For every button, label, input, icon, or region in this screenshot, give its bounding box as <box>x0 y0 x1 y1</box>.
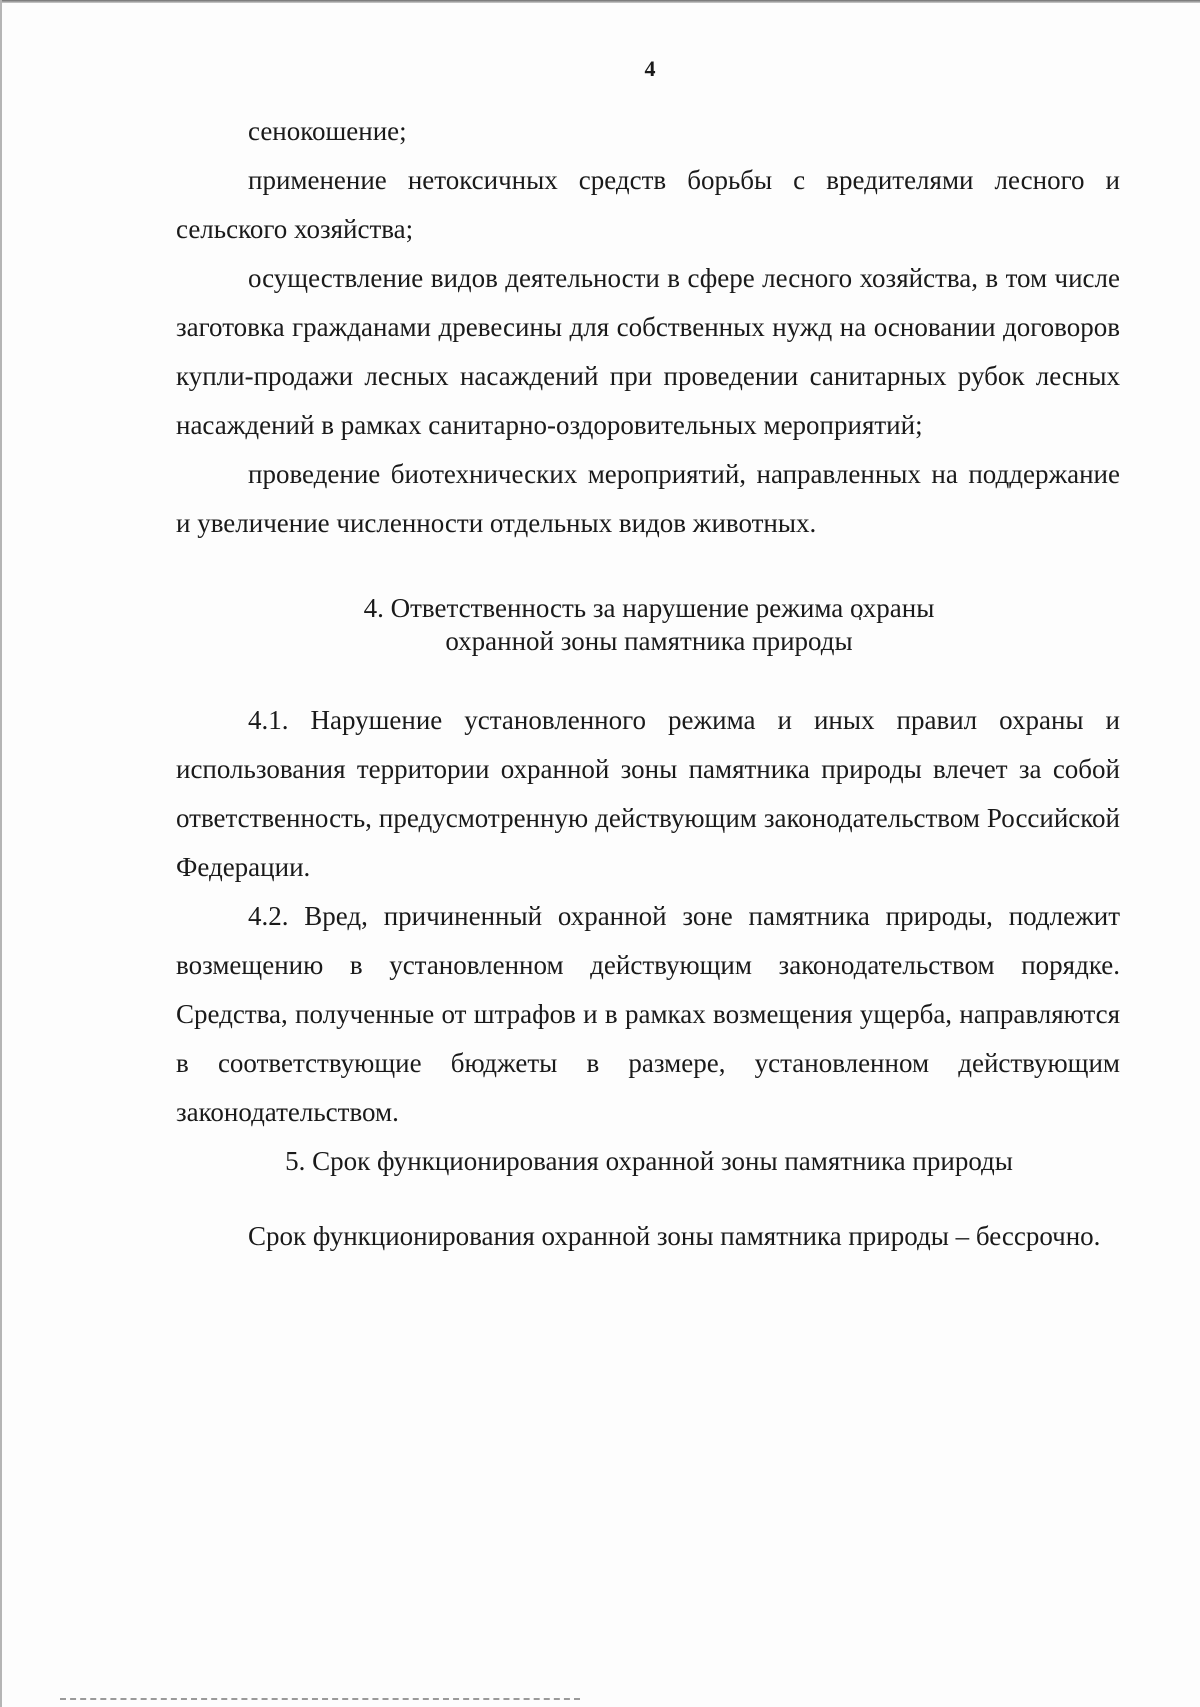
paragraph-4-2: 4.2. Вред, причиненный охранной зоне памятника природы, подлежит возмещению в установленном действующим законодательством порядке. Средства, полученные от штрафов и в рамках возмещения ущерба, направляются в соответствующие бюджеты в размере, установленном действующим законодательством. <box>176 901 1120 1127</box>
document-body <box>176 107 1120 1261</box>
paragraph-forestry-activities: осуществление видов деятельности в сфере лесного хозяйства, в том числе заготовка гражданами древесины для собственных нужд на основании договоров купли-продажи лесных насаждений при проведении санитарных рубок лесных насаждений в рамках санитарно-оздоровительных мероприятий; <box>176 263 1120 440</box>
scan-top-edge <box>0 0 1200 3</box>
section-heading-duration <box>176 1137 1120 1186</box>
paragraph-pest-control: применение нетоксичных средств борьбы с вредителями лесного и сельского хозяйства; <box>176 165 1120 244</box>
heading-line: 5. Срок функционирования охранной зоны памятника природы <box>285 1146 1013 1176</box>
paragraph-4-1: 4.1. Нарушение установленного режима и иных правил охраны и использования территории охранной зоны памятника природы влечет за собой ответственность, предусмотренную действующим законодательством Российской Федерации. <box>176 705 1120 882</box>
heading-line: 4. Ответственность за нарушение режима охраны <box>363 593 935 623</box>
section-heading-liability <box>176 592 1120 658</box>
paragraph-biotechnical-measures: проведение биотехнических мероприятий, направленных на поддержание и увеличение численности отдельных видов животных. <box>176 459 1120 538</box>
scan-left-edge <box>0 0 2 1707</box>
scan-bottom-marks <box>60 1698 580 1702</box>
heading-line: охранной зоны памятника природы <box>445 626 853 656</box>
paragraph-duration: Срок функционирования охранной зоны памятника природы – бессрочно. <box>248 1221 1101 1251</box>
paragraph-haymaking: сенокошение; <box>248 116 407 146</box>
page-number: 4 <box>644 56 656 81</box>
